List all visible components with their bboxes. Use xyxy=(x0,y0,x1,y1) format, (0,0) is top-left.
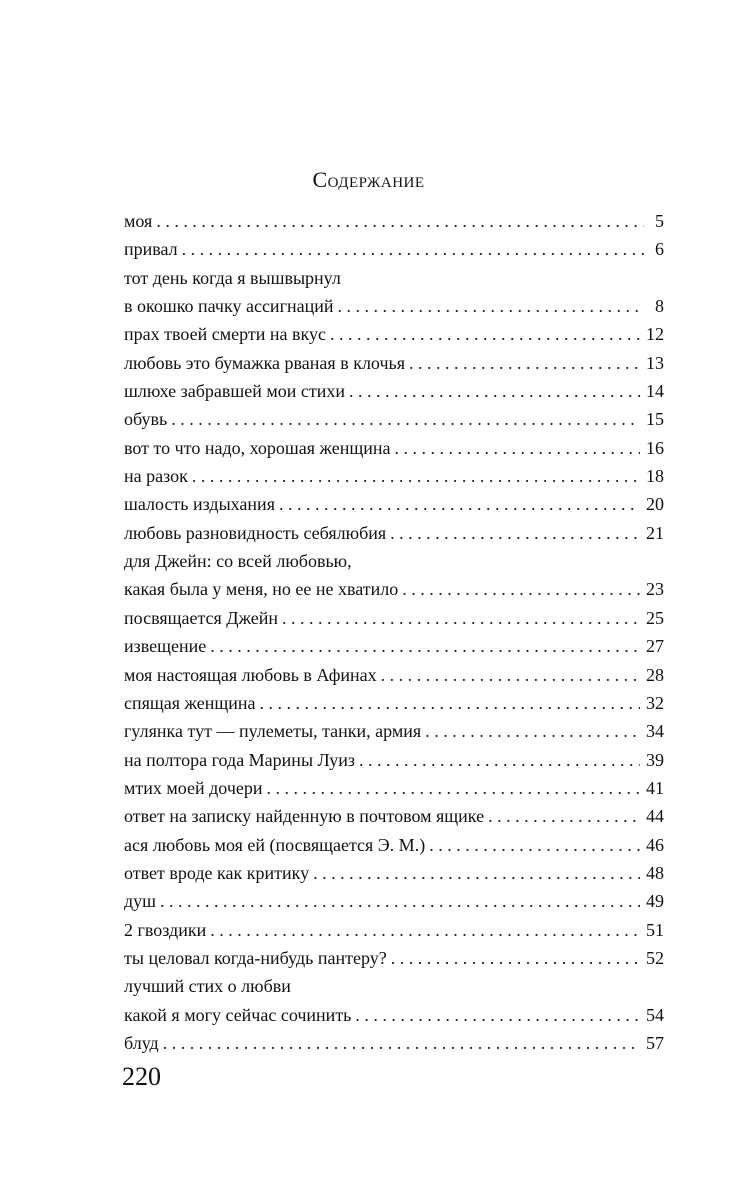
toc-entry xyxy=(124,405,664,433)
toc-entry-title: гулянка тут — пулеметы, танки, армия xyxy=(124,721,422,742)
toc-entry-page: 48 xyxy=(646,862,664,883)
toc-entry-page: 6 xyxy=(655,239,664,260)
toc-entry xyxy=(124,887,664,915)
dot-leader xyxy=(192,462,640,490)
toc-entry-page: 13 xyxy=(646,352,664,373)
dot-leader xyxy=(394,434,640,462)
toc-entry xyxy=(124,774,664,802)
toc-entry-title: для Джейн: со всей любовью, xyxy=(124,551,352,572)
dot-leader xyxy=(429,831,640,859)
toc-entry xyxy=(124,490,664,518)
toc-entry xyxy=(124,859,664,887)
toc-entry xyxy=(124,434,664,462)
toc-entry-page: 54 xyxy=(646,1004,664,1025)
toc-entry xyxy=(124,235,664,263)
toc-entry-title: мтих моей дочери xyxy=(124,777,263,798)
toc-entry xyxy=(124,519,664,547)
dot-leader xyxy=(267,774,641,802)
toc-entry-page: 34 xyxy=(646,721,664,742)
page-title: Содержание xyxy=(312,167,425,192)
toc-entry xyxy=(124,207,664,235)
toc-entry-page: 8 xyxy=(655,296,664,317)
toc-entry-page: 25 xyxy=(646,607,664,628)
dot-leader xyxy=(381,661,640,689)
toc-entry-page: 20 xyxy=(646,494,664,515)
toc-entry-page: 46 xyxy=(646,834,664,855)
toc-entry-title: шалость издыхания xyxy=(124,494,275,515)
toc-entry xyxy=(124,802,664,830)
toc-entry-title: в окошко пачку ассигнаций xyxy=(124,296,334,317)
toc-entry xyxy=(124,320,664,348)
dot-leader xyxy=(355,1001,640,1029)
toc-entry-page: 12 xyxy=(646,324,664,345)
toc-entry-title: моя настоящая любовь в Афинах xyxy=(124,664,377,685)
toc-entry-title: извещение xyxy=(124,636,207,657)
toc-entry-title: душ xyxy=(124,891,157,912)
toc-entry-title: посвящается Джейн xyxy=(124,607,279,628)
toc-entry-title: ответ вроде как критику xyxy=(124,862,310,883)
dot-leader xyxy=(390,519,640,547)
toc-entry xyxy=(124,689,664,717)
dot-leader xyxy=(313,859,640,887)
toc-entry-title: привал xyxy=(124,239,178,260)
toc-entry xyxy=(124,632,664,660)
toc-entry-title: любовь это бумажка рваная в клочья xyxy=(124,352,405,373)
toc-entry xyxy=(124,972,664,1000)
toc-entry xyxy=(124,944,664,972)
toc-entry xyxy=(124,1029,664,1057)
dot-leader xyxy=(282,604,640,632)
toc-entry-title: на разок xyxy=(124,466,188,487)
toc-entry-page: 5 xyxy=(655,211,664,231)
toc-entry-page: 15 xyxy=(646,409,664,430)
toc-entry-page: 28 xyxy=(646,664,664,685)
dot-leader xyxy=(349,377,640,405)
toc-entry-title: тот день когда я вышвырнул xyxy=(124,267,341,288)
toc-entry-title: вот то что надо, хорошая женщина xyxy=(124,437,391,458)
toc-entry xyxy=(124,462,664,490)
toc-entry-title: какой я могу сейчас сочинить xyxy=(124,1004,352,1025)
dot-leader xyxy=(182,235,644,263)
dot-leader xyxy=(156,207,644,235)
table-of-contents xyxy=(124,207,664,1057)
toc-entry-title: моя xyxy=(124,211,153,231)
dot-leader xyxy=(171,405,640,433)
toc-entry xyxy=(124,292,664,320)
dot-leader xyxy=(402,575,640,603)
dot-leader xyxy=(337,292,644,320)
toc-entry-title: лучший стих о любви xyxy=(124,976,291,997)
toc-entry-title: шлюхе забравшей мои стихи xyxy=(124,381,346,402)
toc-entry xyxy=(124,575,664,603)
toc-entry xyxy=(124,661,664,689)
toc-entry-page: 44 xyxy=(646,806,664,827)
toc-entry xyxy=(124,746,664,774)
toc-entry xyxy=(124,547,664,575)
toc-entry xyxy=(124,831,664,859)
toc-entry-title: прах твоей смерти на вкус xyxy=(124,324,326,345)
toc-entry xyxy=(124,717,664,745)
toc-entry-page: 41 xyxy=(646,777,664,798)
toc-entry xyxy=(124,264,664,292)
dot-leader xyxy=(279,490,640,518)
toc-entry-page: 51 xyxy=(646,919,664,940)
toc-entry-title: обувь xyxy=(124,409,168,430)
dot-leader xyxy=(330,320,640,348)
dot-leader xyxy=(488,802,640,830)
toc-entry xyxy=(124,1001,664,1029)
toc-entry-page: 14 xyxy=(646,381,664,402)
toc-entry-page: 39 xyxy=(646,749,664,770)
dot-leader xyxy=(409,349,640,377)
toc-entry-title: какая была у меня, но ее не хватило xyxy=(124,579,399,600)
dot-leader xyxy=(391,944,640,972)
toc-entry-page: 21 xyxy=(646,522,664,543)
toc-entry-page: 57 xyxy=(646,1032,664,1053)
toc-entry-title: 2 гвоздики xyxy=(124,919,207,940)
toc-entry xyxy=(124,349,664,377)
toc-entry-page: 27 xyxy=(646,636,664,657)
toc-entry-page: 18 xyxy=(646,466,664,487)
dot-leader xyxy=(160,887,640,915)
toc-entry-title: ответ на записку найденную в почтовом ящике xyxy=(124,806,485,827)
dot-leader xyxy=(259,689,640,717)
toc-entry-page: 16 xyxy=(646,437,664,458)
toc-entry-page: 52 xyxy=(646,947,664,968)
dot-leader xyxy=(425,717,640,745)
page-number: 220 xyxy=(122,1062,161,1091)
toc-entry xyxy=(124,604,664,632)
toc-entry xyxy=(124,377,664,405)
toc-entry-title: ася любовь моя ей (посвящается Э. М.) xyxy=(124,834,426,855)
toc-entry-page: 23 xyxy=(646,579,664,600)
toc-entry-title: ты целовал когда-нибудь пантеру? xyxy=(124,947,387,968)
toc-entry-title: спящая женщина xyxy=(124,692,256,713)
toc-entry-page: 49 xyxy=(646,891,664,912)
toc-entry xyxy=(124,916,664,944)
dot-leader xyxy=(210,916,640,944)
toc-entry-title: блуд xyxy=(124,1032,159,1053)
dot-leader xyxy=(359,746,640,774)
toc-entry-title: на полтора года Марины Луиз xyxy=(124,749,356,770)
toc-entry-page: 32 xyxy=(646,692,664,713)
dot-leader xyxy=(163,1029,640,1057)
toc-entry-title: любовь разновидность себялюбия xyxy=(124,522,387,543)
dot-leader xyxy=(210,632,640,660)
